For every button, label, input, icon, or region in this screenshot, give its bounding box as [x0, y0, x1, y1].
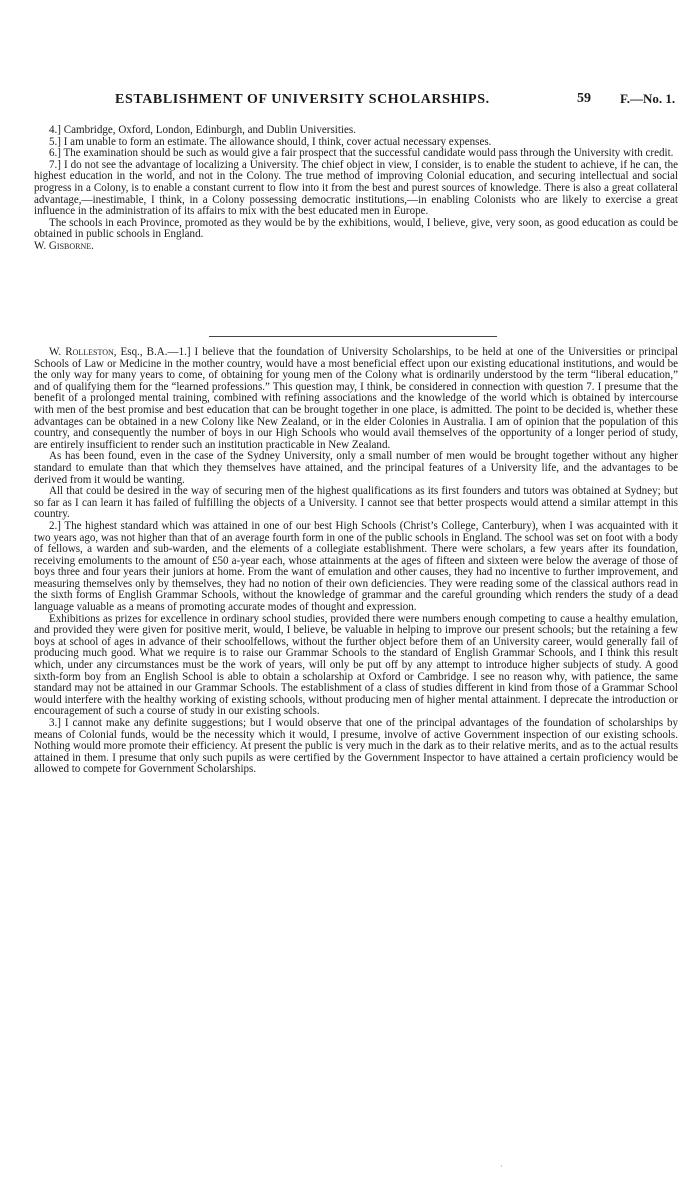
answer-paragraph: As has been found, even in the case of the Sydney University, only a small number of men would be brought together without any higher standard to emulate than that which they themselves have attained, and the principal features of a University life, and the advantages to be derived from it would be wanting. — [34, 450, 678, 486]
answer-paragraph: 6.] The examination should be such as would give a fair prospect that the successful candidate would pass through the University with credit. — [49, 147, 674, 160]
answer-paragraph: 4.] Cambridge, Oxford, London, Edinburgh, and Dublin Universities. — [49, 124, 356, 136]
document-reference: F.—No. 1. — [620, 91, 676, 106]
intro-text: , Esq., B.A.—1.] I believe that the foundation of University Scholarships, to be held at one of the Universities or principal Schools of Law or Medicine in the mother country, would have a most beneficial effect upon our existing educational institutions, and would be the only way for many years to come, of obtaining for young men of the Colony what is ordinarily understood by the term “liberal education,” and of qualifying them for the “learned professions.” This question may, I think, be considered in connection with question 7. I presume that the benefit of a prolonged mental training, combined with refining associations and the knowledge of the world which is obtained by intercourse with men of the best promise and best education that can be brought together in one place, is admitted. The point to be decided is, whether these advantages can be obtained in a new Colony like New Zealand, or in the elder Colonies in Australia. I am of opinion that the population of this country, and consequently the number of boys in our High Schools who would avail themselves of the opportunity of a longer period of study, are entirely insufficient to render such an institution practicable in New Zealand. — [34, 346, 678, 451]
answer-paragraph: All that could be desired in the way of securing men of the highest qualifications as its first founders and tutors was obtained at Sydney; but so far as I can learn it has failed of fulfilling the objects of a University. I cannot see that better prospects would attend a similar attempt in this country. — [34, 485, 678, 521]
answer-paragraph: 3.] I cannot make any definite suggestions; but I would observe that one of the principal advantages of the foundation of scholarships by means of Colonial funds, would be the necessity which it would, I presume, involve of active Government inspection of our existing schools. Nothing would more promote their efficiency. At present the public is very much in the dark as to their relative merits, and as to the actual results attained in them. I presume that only such pupils as were certified by the Government Inspector to have attained a certain proficiency would be allowed to compete for Government Scholarships. — [34, 717, 678, 776]
section-divider — [209, 336, 497, 337]
print-mark: · — [500, 1162, 503, 1171]
speaker-name: W. Rolleston — [49, 346, 114, 358]
rolleston-reply — [34, 347, 678, 776]
running-title: ESTABLISHMENT OF UNIVERSITY SCHOLARSHIPS. — [115, 92, 490, 107]
answer-paragraph: 5.] I am unable to form an estimate. The allowance should, I think, cover actual necessary expenses. — [49, 135, 492, 148]
answer-paragraph: Exhibitions as prizes for excellence in ordinary school studies, provided there were numbers enough competing to cause a healthy emulation, and provided they were given for positive merit, would, I believe, be valuable in helping to improve our present schools; but the retaining a few boys at school of ages in advance of their schoolfellows, without the further object before them of an University career, would generally fail of producing much good. What we require is to raise our Grammar Schools to the standard of English Grammar Schools, and I think this result which, under any circumstances must be the work of years, will only be put off by any attempt to introduce higher subjects of study. A good sixth-form boy from an English School is able to obtain a scholarship at Oxford or Cambridge. I see no reason why, with patience, the same standard may not be attained in our Grammar Schools. The establishment of a class of studies different in kind from those of a Grammar School would interfere with the healthy working of existing schools, without producing men of higher mental attainment. I deprecate the introduction or encouragement of such a course of study in our existing schools. — [34, 612, 678, 718]
gisborne-reply — [34, 125, 678, 253]
answer-paragraph: 7.] I do not see the advantage of localizing a University. The chief object in view, I consider, is to enable the student to achieve, if he can, the highest education in the world, and not in the Colony. The true method of improving Colonial education, and securing intellectual and social progress in a Colony, is to enable a constant current to flow into it from the best and purest sources of knowledge. There is also a great collateral advantage,—inestimable, I think, in a Colony possessing democratic institutions,—in enabling Colonists who are likely to exercise a great influence in the administration of its affairs to mix with the best educated men in Europe. — [34, 158, 678, 218]
answer-paragraph: 2.] The highest standard which was attained in one of our best High Schools (Christ’s College, Canterbury), when I was acquainted with it two years ago, was not higher than that of an average fourth form in one of the public schools in England. The school was set on foot with a body of fellows, a warden and sub-warden, and the elements of a collegiate establishment. There were scholars, a few years after its foundation, receiving emoluments to the amount of £50 a-year each, whose attainments at the ages of fifteen and sixteen were below the average of those of boys three and four years their juniors at home. From the want of emulation and other causes, they had no incentive to further improvement, and measuring themselves only by themselves, they had no notion of their own deficiencies. They were reading some of the classical authors read in the sixth forms of English Grammar Schools, without the knowledge of grammar and the careful grounding which renders the study of a dead language valuable as a means of promoting accurate modes of thought and expression. — [34, 519, 678, 614]
page-number: 59 — [577, 91, 591, 106]
answer-paragraph: The schools in each Province, promoted as they would be by the exhibitions, would, I believe, give, very soon, as good education as could be obtained in public schools in England. — [34, 216, 678, 241]
signature: W. Gisborne. — [34, 239, 94, 252]
intro-paragraph — [34, 347, 678, 451]
